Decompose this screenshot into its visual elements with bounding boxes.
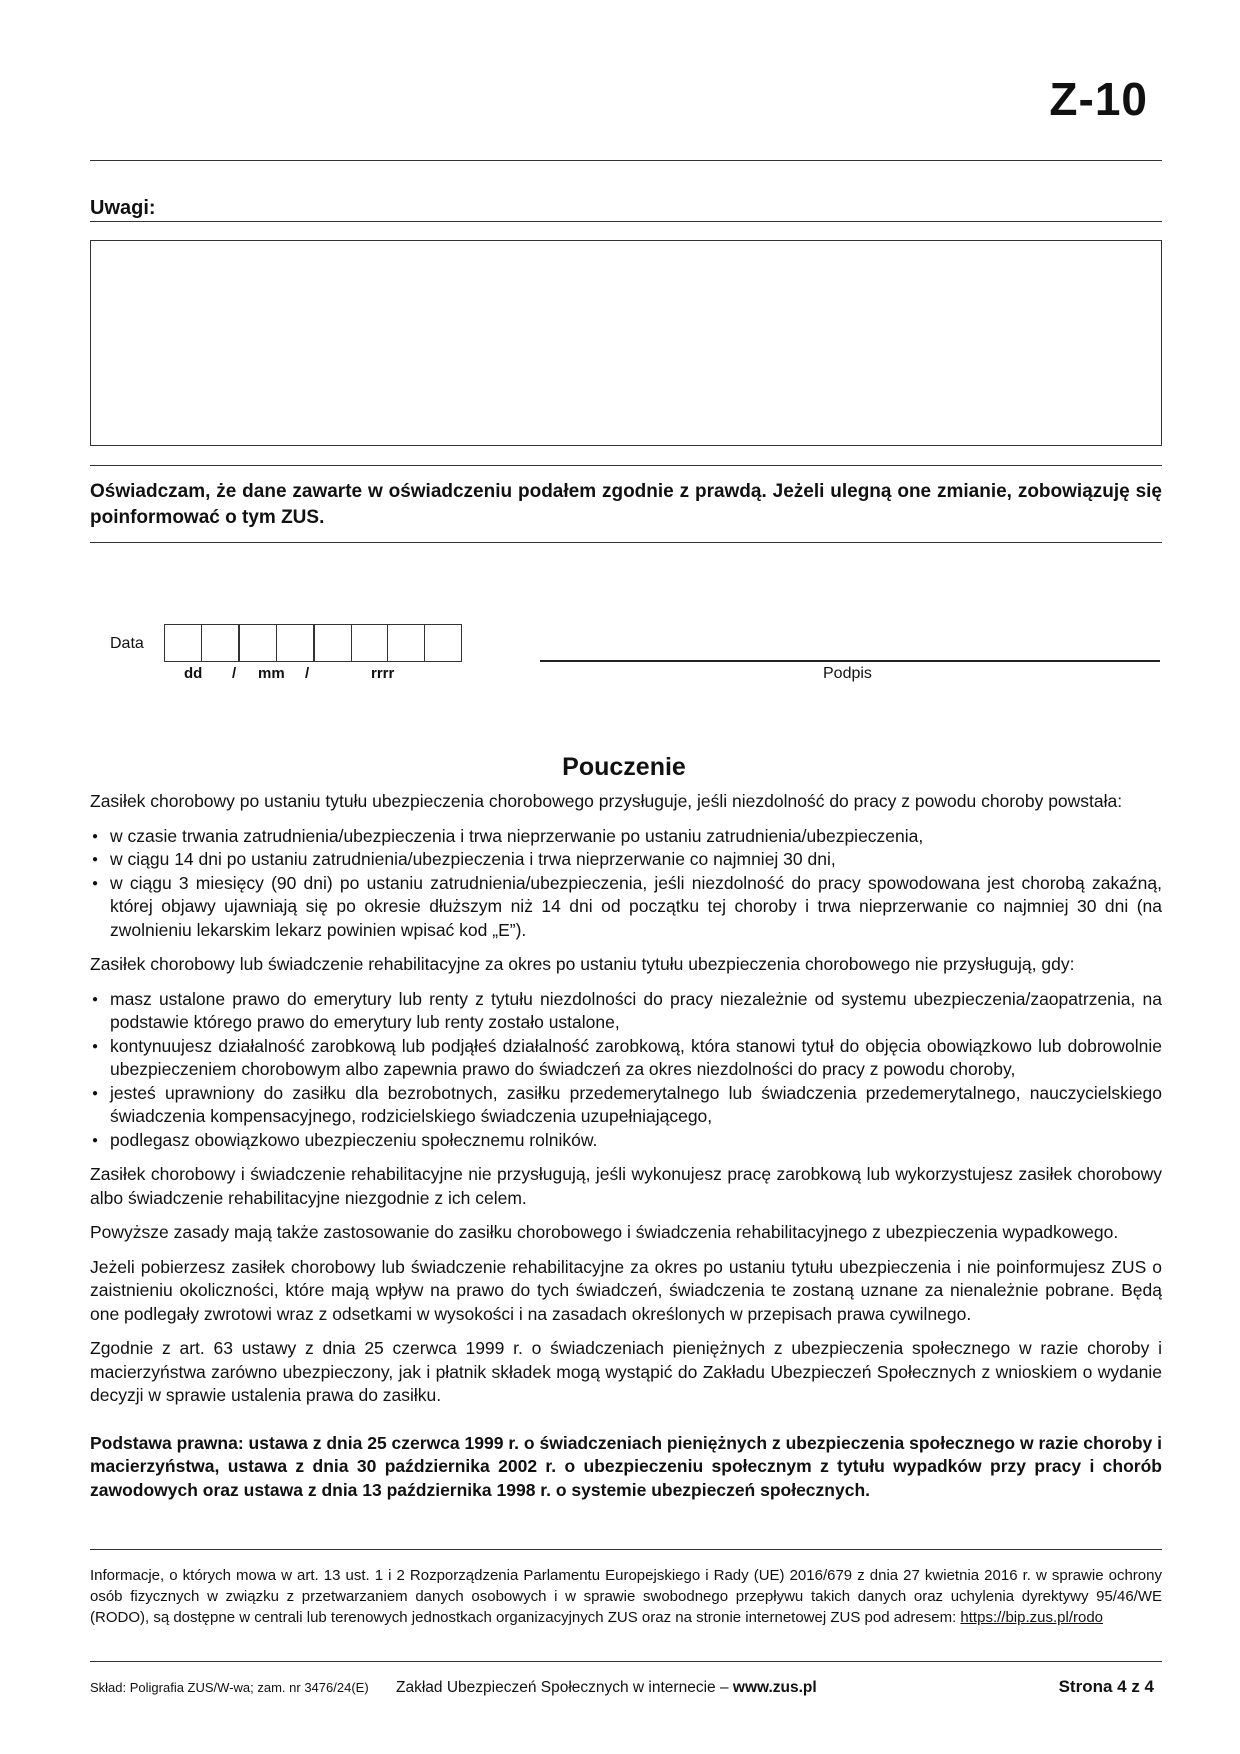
date-month-digit-1[interactable]	[239, 624, 277, 662]
exclusions-list	[90, 988, 1162, 1153]
date-separator: /	[305, 665, 310, 682]
list-item: ● w ciągu 14 dni po ustaniu zatrudnienia/ubezpieczenia i trwa nieprzerwanie co najmniej 30 dni,	[90, 848, 1162, 872]
list-item: ● podlegasz obowiązkowo ubezpieczeniu społecznemu rolników.	[90, 1129, 1162, 1153]
web-info-text: Zakład Ubezpieczeń Społecznych w internecie –	[396, 1679, 733, 1696]
gdpr-text: Informacje, o których mowa w art. 13 ust. 1 i 2 Rozporządzenia Parlamentu Europejskiego i Rady (UE) 2016/679 z dnia 27 kwietnia 2016 r. w sprawie ochrony osób fizycznych w związku z przetwarzaniem danych osobowych i w sprawie swobodnego przepływu takich danych oraz uchylenia dyrektywy 95/46/WE (RODO), są dostępne w centrali lub terenowych jednostkach organizacyjnych ZUS oraz na stronie internetowej ZUS pod adresem:	[90, 1567, 1162, 1626]
list-item: ● w czasie trwania zatrudnienia/ubezpieczenia i trwa nieprzerwanie po ustaniu zatrudnienia/ubezpieczenia,	[90, 825, 1162, 849]
signature-line[interactable]	[540, 660, 1160, 662]
date-day-digit-1[interactable]	[164, 624, 202, 662]
instructions-body	[90, 790, 1162, 1513]
list-item: ● masz ustalone prawo do emerytury lub renty z tytułu niezdolności do pracy niezależnie od systemu ubezpieczenia/zaopatrzenia, na podstawie którego prawo do emerytury lub renty zostało ustalone,	[90, 988, 1162, 1035]
date-year-digit-3[interactable]	[387, 624, 425, 662]
page-number: Strona 4 z 4	[1058, 1677, 1154, 1696]
legal-basis: Podstawa prawna: ustawa z dnia 25 czerwca 1999 r. o świadczeniach pieniężnych z ubezpieczenia społecznego w razie choroby i macierzyństwa, ustawa z dnia 30 października 2002 r. o ubezpieczeniu społecznym z tytułu wypadków przy pracy i chorób zawodowych oraz ustawa z dnia 13 października 1998 r. o systemie ubezpieczeń społecznych.	[90, 1432, 1162, 1500]
list-item: ● kontynuujesz działalność zarobkową lub podjąłeś działalność zarobkową, która stanowi tytuł do objęcia obowiązkowo lub dobrowolnie ubezpieczeniem chorobowym albo zapewnia prawo do świadczeń za okres niezdolności do pracy z powodu choroby,	[90, 1035, 1162, 1082]
list-item: ● w ciągu 3 miesięcy (90 dni) po ustaniu zatrudnienia/ubezpieczenia, jeśli niezdolność do pracy spowodowana jest chorobą zakaźną, której objawy ujawniają się po okresie dłuższym niż 14 dni od początku tej choroby i trwa nieprzerwanie co najmniej 30 dni (na zwolnieniu lekarskim lekarz powinien wpisać kod „E”).	[90, 872, 1162, 943]
divider	[90, 465, 1162, 466]
print-info: Skład: Poligrafia ZUS/W-wa; zam. nr 3476/24(E)	[90, 1680, 369, 1695]
gdpr-link[interactable]: https://bip.zus.pl/rodo	[960, 1609, 1104, 1626]
eligibility-list	[90, 825, 1162, 943]
instructions-paragraph: Zasiłek chorobowy po ustaniu tytułu ubezpieczenia chorobowego przysługuje, jeśli niezdolność do pracy z powodu choroby powstała:	[90, 791, 1123, 811]
date-label: Data	[110, 635, 144, 652]
instructions-paragraph: Zasiłek chorobowy i świadczenie rehabilitacyjne nie przysługują, jeśli wykonujesz pracę zarobkową lub wykorzystujesz zasiłek chorobowy albo świadczenie rehabilitacyjne niezgodnie z ich celem.	[90, 1164, 1162, 1208]
web-info	[396, 1679, 817, 1697]
list-item: ● jesteś uprawniony do zasiłku dla bezrobotnych, zasiłku przedemerytalnego lub świadczenia przedemerytalnego, nauczycielskiego świadczenia kompensacyjnego, rodzicielskiego świadczenia uzupełniającego,	[90, 1082, 1162, 1129]
divider	[90, 1661, 1162, 1662]
instructions-paragraph: Zasiłek chorobowy lub świadczenie rehabilitacyjne za okres po ustaniu tytułu ubezpieczenia chorobowego nie przysługują, gdy:	[90, 954, 1075, 974]
date-separator: /	[232, 665, 237, 682]
form-code: Z-10	[1049, 73, 1148, 125]
signature-label: Podpis	[823, 665, 872, 682]
divider	[90, 221, 1162, 222]
divider	[90, 542, 1162, 543]
remarks-label: Uwagi:	[90, 197, 156, 219]
instructions-paragraph: Zgodnie z art. 63 ustawy z dnia 25 czerwca 1999 r. o świadczeniach pieniężnych z ubezpieczenia społecznego w razie choroby i macierzyństwa zarówno ubezpieczony, jak i płatnik składek mogą wystąpić do Zakładu Ubezpieczeń Społecznych z wnioskiem o wydanie decyzji w sprawie ustalenia prawa do zasiłku.	[90, 1338, 1162, 1405]
date-year-caption: rrrr	[371, 665, 395, 682]
divider	[90, 160, 1162, 161]
instructions-paragraph: Powyższe zasady mają także zastosowanie do zasiłku chorobowego i świadczenia rehabilitacyjnego z ubezpieczenia wypadkowego.	[90, 1222, 1119, 1242]
date-year-digit-2[interactable]	[351, 624, 389, 662]
date-year-digit-4[interactable]	[424, 624, 462, 662]
remarks-textarea[interactable]	[90, 240, 1162, 446]
divider	[90, 1549, 1162, 1550]
website-link[interactable]: www.zus.pl	[732, 1679, 817, 1696]
declaration-text: Oświadczam, że dane zawarte w oświadczeniu podałem zgodnie z prawdą. Jeżeli ulegną one zmianie, zobowiązuję się poinformować o tym ZUS.	[90, 481, 1162, 528]
gdpr-notice	[90, 1565, 1162, 1628]
date-month-digit-2[interactable]	[276, 624, 314, 662]
date-input[interactable]	[164, 624, 460, 662]
date-day-caption: dd	[184, 665, 203, 682]
date-day-digit-2[interactable]	[201, 624, 239, 662]
instructions-title: Pouczenie	[562, 753, 686, 781]
date-year-digit-1[interactable]	[314, 624, 352, 662]
date-month-caption: mm	[258, 665, 285, 682]
instructions-paragraph: Jeżeli pobierzesz zasiłek chorobowy lub świadczenie rehabilitacyjne za okres po ustaniu tytułu ubezpieczenia i nie poinformujesz ZUS o zaistnieniu okoliczności, które mają wpływ na prawo do tych świadczeń, świadczenia te zostaną uznane za nienależnie pobrane. Będą one podlegały zwrotowi wraz z odsetkami w wysokości i na zasadach określonych w przepisach prawa cywilnego.	[90, 1256, 1162, 1324]
